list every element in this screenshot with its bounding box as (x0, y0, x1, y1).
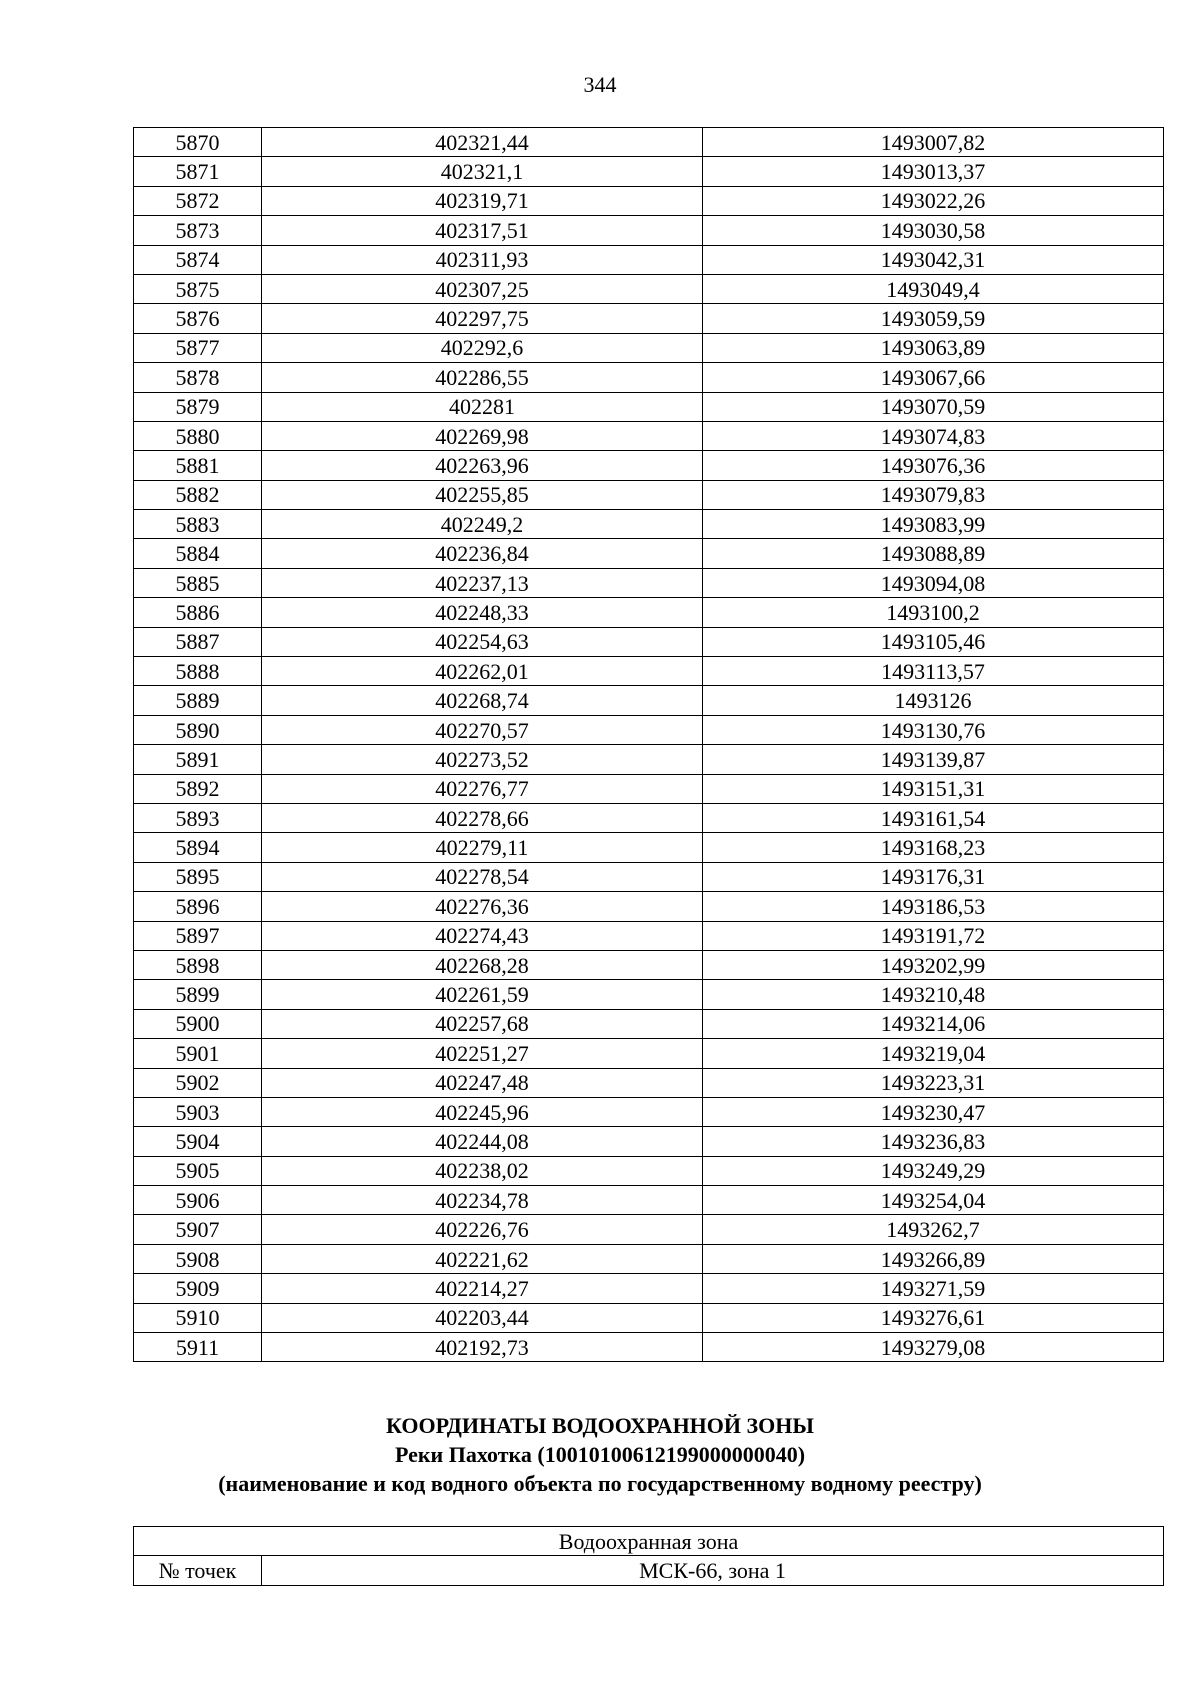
x-coordinate-cell: 402307,25 (262, 274, 703, 303)
y-coordinate-cell: 1493279,08 (703, 1333, 1164, 1362)
zone-header-cell: Водоохранная зона (134, 1527, 1164, 1556)
point-number-cell: 5883 (134, 510, 262, 539)
y-coordinate-cell: 1493042,31 (703, 245, 1164, 274)
y-coordinate-cell: 1493079,83 (703, 480, 1164, 509)
table-row (134, 892, 1164, 921)
y-coordinate-cell: 1493067,66 (703, 363, 1164, 392)
table-row (134, 1274, 1164, 1303)
coordinate-system-cell: МСК-66, зона 1 (262, 1556, 1164, 1585)
y-coordinate-cell: 1493076,36 (703, 451, 1164, 480)
y-coordinate-cell: 1493266,89 (703, 1244, 1164, 1273)
point-number-cell: 5874 (134, 245, 262, 274)
y-coordinate-cell: 1493271,59 (703, 1274, 1164, 1303)
y-coordinate-cell: 1493168,23 (703, 833, 1164, 862)
point-number-cell: 5905 (134, 1156, 262, 1185)
table-row (134, 128, 1164, 157)
y-coordinate-cell: 1493094,08 (703, 568, 1164, 597)
x-coordinate-cell: 402273,52 (262, 745, 703, 774)
x-coordinate-cell: 402249,2 (262, 510, 703, 539)
point-number-cell: 5904 (134, 1127, 262, 1156)
table-row (134, 1068, 1164, 1097)
point-number-cell: 5890 (134, 715, 262, 744)
y-coordinate-cell: 1493030,58 (703, 216, 1164, 245)
table-row (134, 715, 1164, 744)
table-row (134, 539, 1164, 568)
y-coordinate-cell: 1493059,59 (703, 304, 1164, 333)
zone-header-row (134, 1527, 1164, 1556)
x-coordinate-cell: 402311,93 (262, 245, 703, 274)
y-coordinate-cell: 1493254,04 (703, 1186, 1164, 1215)
point-number-cell: 5880 (134, 421, 262, 450)
table-row (134, 980, 1164, 1009)
point-number-cell: 5872 (134, 186, 262, 215)
point-number-cell: 5881 (134, 451, 262, 480)
table-row (134, 1215, 1164, 1244)
point-number-cell: 5903 (134, 1097, 262, 1126)
table-row (134, 421, 1164, 450)
point-number-cell: 5894 (134, 833, 262, 862)
x-coordinate-cell: 402276,36 (262, 892, 703, 921)
table-row (134, 1127, 1164, 1156)
table-row (134, 480, 1164, 509)
point-number-cell: 5906 (134, 1186, 262, 1215)
y-coordinate-cell: 1493105,46 (703, 627, 1164, 656)
y-coordinate-cell: 1493022,26 (703, 186, 1164, 215)
x-coordinate-cell: 402279,11 (262, 833, 703, 862)
y-coordinate-cell: 1493262,7 (703, 1215, 1164, 1244)
x-coordinate-cell: 402226,76 (262, 1215, 703, 1244)
x-coordinate-cell: 402274,43 (262, 921, 703, 950)
point-number-cell: 5910 (134, 1303, 262, 1332)
x-coordinate-cell: 402214,27 (262, 1274, 703, 1303)
y-coordinate-cell: 1493249,29 (703, 1156, 1164, 1185)
table-row (134, 1244, 1164, 1273)
table-row (134, 363, 1164, 392)
x-coordinate-cell: 402261,59 (262, 980, 703, 1009)
table-row (134, 1303, 1164, 1332)
x-coordinate-cell: 402203,44 (262, 1303, 703, 1332)
point-number-cell: 5882 (134, 480, 262, 509)
point-number-cell: 5896 (134, 892, 262, 921)
point-number-cell: 5907 (134, 1215, 262, 1244)
table-row (134, 1039, 1164, 1068)
table-row (134, 921, 1164, 950)
y-coordinate-cell: 1493176,31 (703, 862, 1164, 891)
table-row (134, 510, 1164, 539)
x-coordinate-cell: 402278,54 (262, 862, 703, 891)
point-number-cell: 5897 (134, 921, 262, 950)
table-row (134, 568, 1164, 597)
x-coordinate-cell: 402192,73 (262, 1333, 703, 1362)
x-coordinate-cell: 402268,28 (262, 950, 703, 979)
point-number-cell: 5879 (134, 392, 262, 421)
x-coordinate-cell: 402251,27 (262, 1039, 703, 1068)
point-number-cell: 5877 (134, 333, 262, 362)
section-caption: (наименование и код водного объекта по государственному водному реестру) (218, 1471, 982, 1496)
x-coordinate-cell: 402237,13 (262, 568, 703, 597)
coordinates-table (133, 127, 1164, 1362)
y-coordinate-cell: 1493276,61 (703, 1303, 1164, 1332)
point-number-cell: 5891 (134, 745, 262, 774)
table-row (134, 186, 1164, 215)
y-coordinate-cell: 1493049,4 (703, 274, 1164, 303)
table-row (134, 686, 1164, 715)
y-coordinate-cell: 1493210,48 (703, 980, 1164, 1009)
y-coordinate-cell: 1493063,89 (703, 333, 1164, 362)
table-row (134, 451, 1164, 480)
x-coordinate-cell: 402263,96 (262, 451, 703, 480)
x-coordinate-cell: 402270,57 (262, 715, 703, 744)
zone-labels-row (134, 1556, 1164, 1585)
table-row (134, 1097, 1164, 1126)
table-row (134, 627, 1164, 656)
x-coordinate-cell: 402321,44 (262, 128, 703, 157)
x-coordinate-cell: 402319,71 (262, 186, 703, 215)
point-number-cell: 5908 (134, 1244, 262, 1273)
x-coordinate-cell: 402281 (262, 392, 703, 421)
point-number-cell: 5875 (134, 274, 262, 303)
point-number-cell: 5892 (134, 774, 262, 803)
y-coordinate-cell: 1493070,59 (703, 392, 1164, 421)
y-coordinate-cell: 1493186,53 (703, 892, 1164, 921)
table-row (134, 1156, 1164, 1185)
x-coordinate-cell: 402269,98 (262, 421, 703, 450)
y-coordinate-cell: 1493139,87 (703, 745, 1164, 774)
y-coordinate-cell: 1493191,72 (703, 921, 1164, 950)
x-coordinate-cell: 402292,6 (262, 333, 703, 362)
x-coordinate-cell: 402247,48 (262, 1068, 703, 1097)
table-row (134, 862, 1164, 891)
point-number-cell: 5873 (134, 216, 262, 245)
x-coordinate-cell: 402268,74 (262, 686, 703, 715)
table-row (134, 274, 1164, 303)
section-heading (0, 1411, 1200, 1498)
x-coordinate-cell: 402221,62 (262, 1244, 703, 1273)
zone-table (133, 1526, 1164, 1586)
y-coordinate-cell: 1493088,89 (703, 539, 1164, 568)
x-coordinate-cell: 402276,77 (262, 774, 703, 803)
x-coordinate-cell: 402248,33 (262, 598, 703, 627)
y-coordinate-cell: 1493202,99 (703, 950, 1164, 979)
point-number-cell: 5887 (134, 627, 262, 656)
x-coordinate-cell: 402244,08 (262, 1127, 703, 1156)
point-number-cell: 5909 (134, 1274, 262, 1303)
x-coordinate-cell: 402321,1 (262, 157, 703, 186)
point-number-cell: 5876 (134, 304, 262, 333)
point-number-cell: 5901 (134, 1039, 262, 1068)
point-number-cell: 5899 (134, 980, 262, 1009)
table-row (134, 1333, 1164, 1362)
y-coordinate-cell: 1493007,82 (703, 128, 1164, 157)
y-coordinate-cell: 1493151,31 (703, 774, 1164, 803)
point-number-cell: 5898 (134, 950, 262, 979)
y-coordinate-cell: 1493100,2 (703, 598, 1164, 627)
point-number-cell: 5888 (134, 657, 262, 686)
x-coordinate-cell: 402234,78 (262, 1186, 703, 1215)
table-row (134, 774, 1164, 803)
x-coordinate-cell: 402262,01 (262, 657, 703, 686)
point-number-cell: 5878 (134, 363, 262, 392)
y-coordinate-cell: 1493074,83 (703, 421, 1164, 450)
point-number-cell: 5889 (134, 686, 262, 715)
table-row (134, 333, 1164, 362)
y-coordinate-cell: 1493236,83 (703, 1127, 1164, 1156)
table-row (134, 598, 1164, 627)
y-coordinate-cell: 1493083,99 (703, 510, 1164, 539)
page-number: 344 (583, 72, 617, 97)
x-coordinate-cell: 402254,63 (262, 627, 703, 656)
y-coordinate-cell: 1493126 (703, 686, 1164, 715)
table-row (134, 803, 1164, 832)
x-coordinate-cell: 402297,75 (262, 304, 703, 333)
point-number-cell: 5902 (134, 1068, 262, 1097)
point-number-cell: 5900 (134, 1009, 262, 1038)
x-coordinate-cell: 402317,51 (262, 216, 703, 245)
coordinates-table-body (134, 128, 1164, 1362)
table-row (134, 157, 1164, 186)
y-coordinate-cell: 1493013,37 (703, 157, 1164, 186)
table-row (134, 392, 1164, 421)
table-row (134, 1186, 1164, 1215)
x-coordinate-cell: 402255,85 (262, 480, 703, 509)
table-row (134, 245, 1164, 274)
x-coordinate-cell: 402238,02 (262, 1156, 703, 1185)
y-coordinate-cell: 1493230,47 (703, 1097, 1164, 1126)
y-coordinate-cell: 1493113,57 (703, 657, 1164, 686)
table-row (134, 216, 1164, 245)
x-coordinate-cell: 402257,68 (262, 1009, 703, 1038)
point-number-cell: 5871 (134, 157, 262, 186)
y-coordinate-cell: 1493130,76 (703, 715, 1164, 744)
table-row (134, 304, 1164, 333)
table-row (134, 1009, 1164, 1038)
point-number-cell: 5895 (134, 862, 262, 891)
x-coordinate-cell: 402278,66 (262, 803, 703, 832)
table-row (134, 833, 1164, 862)
points-label-cell: № точек (134, 1556, 262, 1585)
point-number-cell: 5870 (134, 128, 262, 157)
table-row (134, 950, 1164, 979)
section-title: КООРДИНАТЫ ВОДООХРАННОЙ ЗОНЫ (386, 1413, 814, 1438)
point-number-cell: 5886 (134, 598, 262, 627)
y-coordinate-cell: 1493214,06 (703, 1009, 1164, 1038)
point-number-cell: 5885 (134, 568, 262, 597)
point-number-cell: 5893 (134, 803, 262, 832)
table-row (134, 657, 1164, 686)
x-coordinate-cell: 402236,84 (262, 539, 703, 568)
x-coordinate-cell: 402245,96 (262, 1097, 703, 1126)
point-number-cell: 5884 (134, 539, 262, 568)
y-coordinate-cell: 1493223,31 (703, 1068, 1164, 1097)
x-coordinate-cell: 402286,55 (262, 363, 703, 392)
y-coordinate-cell: 1493161,54 (703, 803, 1164, 832)
y-coordinate-cell: 1493219,04 (703, 1039, 1164, 1068)
table-row (134, 745, 1164, 774)
point-number-cell: 5911 (134, 1333, 262, 1362)
section-subtitle: Реки Пахотка (10010100612199000000040) (394, 1442, 806, 1467)
